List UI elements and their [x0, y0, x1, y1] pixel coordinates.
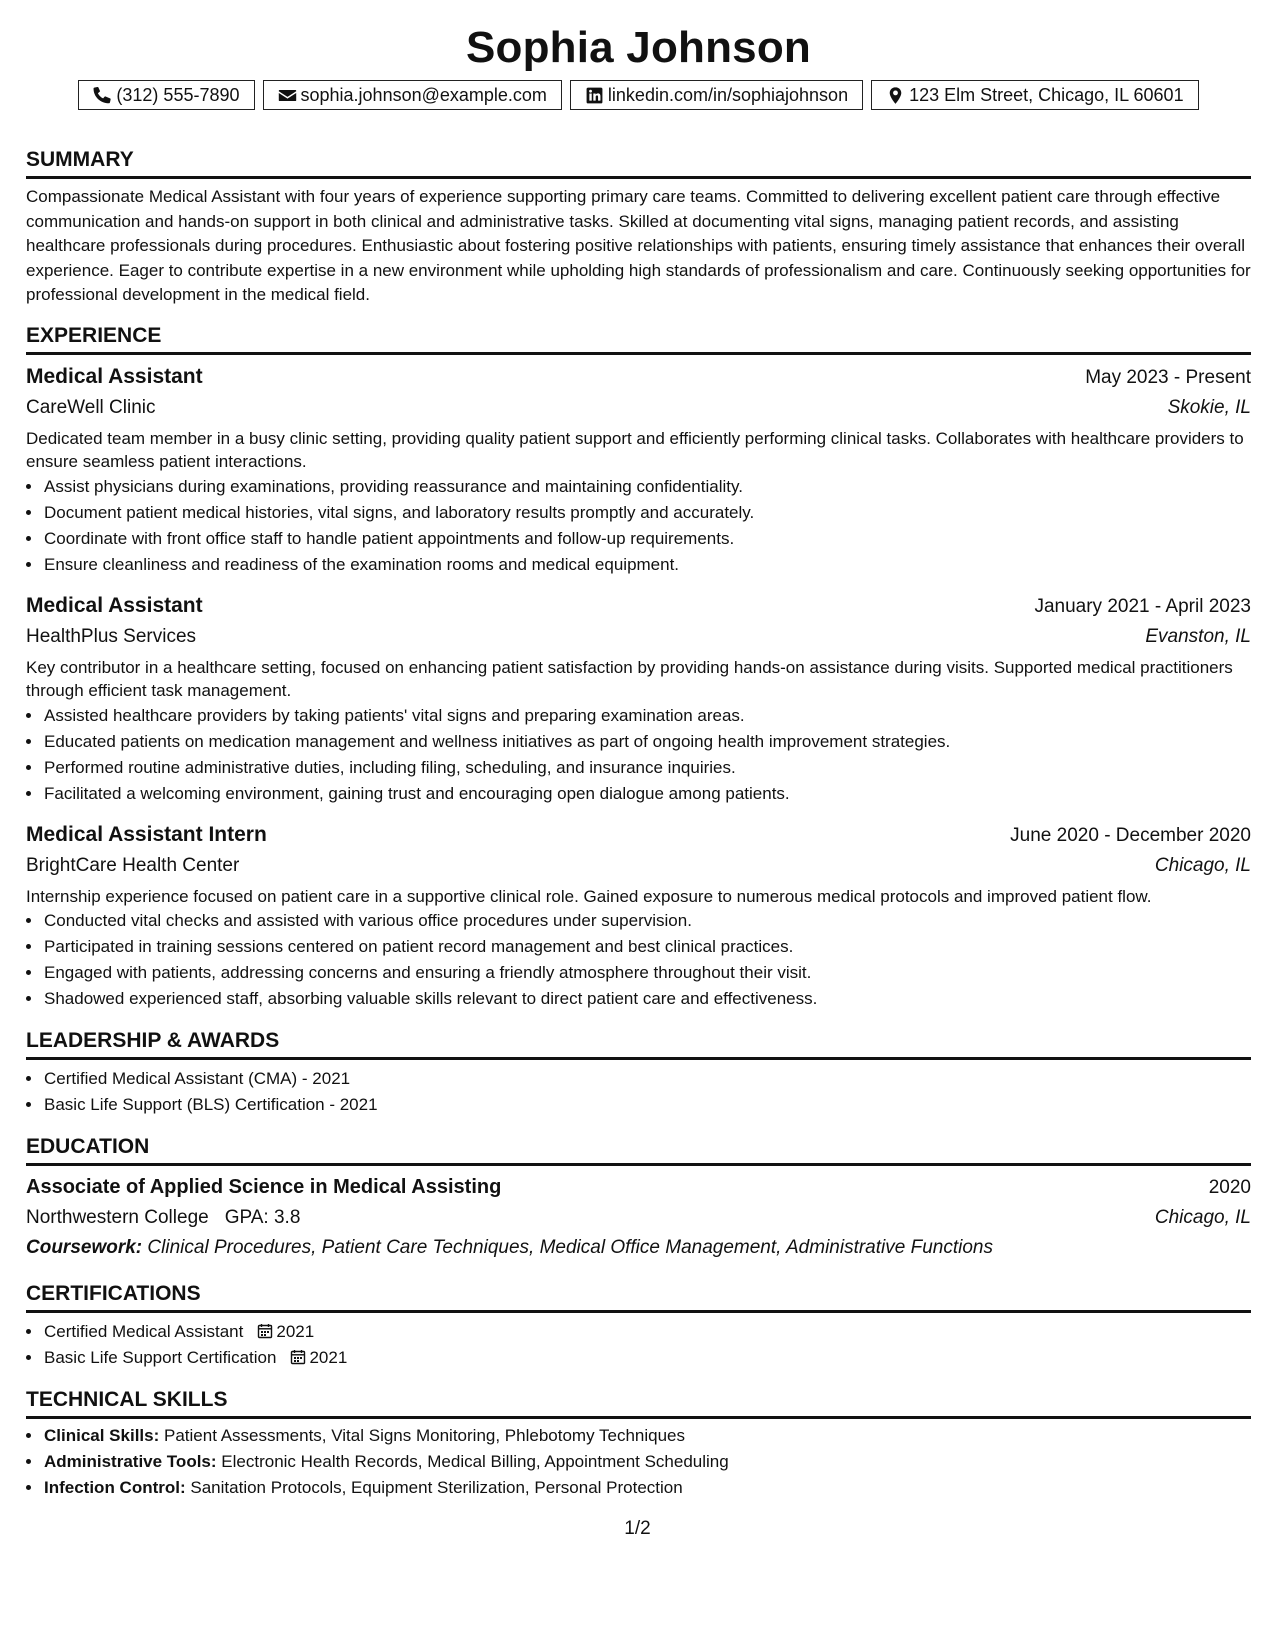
list-item: • Basic Life Support (BLS) Certification - 2021 — [43, 1092, 1251, 1118]
skill-value: Patient Assessments, Vital Signs Monitoring, Phlebotomy Techniques — [164, 1426, 685, 1445]
list-item: • Ensure cleanliness and readiness of the examination rooms and medical equipment. — [43, 552, 1251, 578]
job-title: Medical Assistant Intern — [26, 822, 267, 846]
certifications-section — [26, 1281, 1251, 1371]
contact-linkedin[interactable] — [570, 80, 863, 110]
certification-year: 2021 — [309, 1348, 348, 1367]
leadership-list — [26, 1066, 1251, 1118]
skills-section — [26, 1387, 1251, 1501]
calendar-icon — [257, 1321, 273, 1337]
leadership-section — [26, 1028, 1251, 1118]
phone-icon — [93, 86, 112, 105]
certification-name: Basic Life Support Certification — [44, 1348, 277, 1367]
job-location: Evanston, IL — [1145, 625, 1251, 647]
job-bullets — [26, 703, 1251, 807]
contact-address — [871, 80, 1199, 110]
experience-section — [26, 323, 1251, 1013]
list-item: • Assist physicians during examinations, providing reassurance and maintaining confidentiality. — [43, 474, 1251, 500]
gpa-value: GPA: 3.8 — [224, 1207, 301, 1228]
address-text: 123 Elm Street, Chicago, IL 60601 — [909, 84, 1184, 105]
school-location: Chicago, IL — [1154, 1207, 1251, 1228]
job-employer: HealthPlus Services — [26, 625, 197, 647]
list-item — [43, 1345, 1251, 1371]
job-employer: CareWell Clinic — [26, 396, 156, 418]
job-entry — [26, 361, 1251, 578]
education-entry — [26, 1172, 1251, 1263]
certifications-heading: CERTIFICATIONS — [26, 1281, 1251, 1313]
job-bullets — [26, 474, 1251, 578]
list-item — [43, 1319, 1251, 1345]
job-description: Internship experience focused on patient care in a supportive clinical role. Gained exposure to numerous medical protocols and improved patient flow. — [26, 886, 1152, 906]
job-bullets — [26, 908, 1251, 1012]
job-dates: May 2023 - Present — [1085, 366, 1251, 388]
skill-label: Infection Control: — [44, 1478, 186, 1497]
summary-text: Compassionate Medical Assistant with four years of experience supporting primary care teams. Committed to delivering excellent patient care through effective communication and hands-on support in both clinical and administrative tasks. Skilled at documenting vital signs, managing patient records, and assisting healthcare professionals during procedures. Enthusiastic about fostering positive relationships with patients, ensuring timely assistance that enhances their overall experience. Eager to contribute expertise in a new environment while upholding high standards of professionalism and care. Continuously seeking opportunities for professional development in the medical field. — [26, 187, 1251, 304]
envelope-icon — [278, 86, 297, 105]
skills-list — [26, 1423, 1251, 1501]
resume-page — [26, 22, 1251, 1501]
school-line — [26, 1203, 300, 1233]
education-section — [26, 1134, 1251, 1263]
skills-heading: TECHNICAL SKILLS — [26, 1387, 1251, 1419]
skill-value: Electronic Health Records, Medical Billing, Appointment Scheduling — [221, 1452, 729, 1471]
list-item — [43, 1449, 1251, 1475]
job-dates: January 2021 - April 2023 — [1034, 595, 1251, 617]
job-location: Chicago, IL — [1154, 854, 1251, 876]
list-item: • Document patient medical histories, vital signs, and laboratory results promptly and accurately. — [43, 500, 1251, 526]
job-employer: BrightCare Health Center — [26, 854, 240, 876]
list-item: • Educated patients on medication management and wellness initiatives as part of ongoing health improvement strategies. — [43, 729, 1251, 755]
coursework-label: Coursework: — [26, 1237, 143, 1258]
list-item: • Conducted vital checks and assisted with various office procedures under supervision. — [43, 908, 1251, 934]
candidate-name: Sophia Johnson — [465, 23, 812, 72]
job-dates: June 2020 - December 2020 — [1010, 824, 1251, 846]
calendar-icon — [290, 1347, 306, 1363]
list-item: • Coordinate with front office staff to handle patient appointments and follow-up requirements. — [43, 526, 1251, 552]
linkedin-icon — [585, 86, 604, 105]
certification-year: 2021 — [276, 1322, 315, 1341]
school-name: Northwestern College — [26, 1207, 209, 1228]
certifications-list — [26, 1319, 1251, 1371]
skill-label: Administrative Tools: — [44, 1452, 217, 1471]
phone-text: (312) 555-7890 — [116, 84, 240, 105]
linkedin-link[interactable]: linkedin.com/in/sophiajohnson — [607, 84, 849, 105]
graduation-year: 2020 — [1208, 1177, 1251, 1198]
leadership-heading: LEADERSHIP & AWARDS — [26, 1028, 1251, 1060]
skill-value: Sanitation Protocols, Equipment Sterilization, Personal Protection — [190, 1478, 683, 1497]
job-description: Key contributor in a healthcare setting, focused on enhancing patient satisfaction by providing hands-on assistance during visits. Supported medical practitioners through efficient task management. — [26, 657, 1233, 700]
map-marker-icon — [886, 86, 905, 105]
list-item: • Performed routine administrative duties, including filing, scheduling, and insurance inquiries. — [43, 755, 1251, 781]
list-item: • Facilitated a welcoming environment, gaining trust and encouraging open dialogue among patients. — [43, 781, 1251, 807]
job-entry — [26, 819, 1251, 1013]
list-item — [43, 1423, 1251, 1449]
contact-bar — [26, 80, 1251, 110]
summary-section — [26, 147, 1251, 308]
coursework-list: Clinical Procedures, Patient Care Techniques, Medical Office Management, Administrative Functions — [147, 1237, 993, 1258]
list-item: • Certified Medical Assistant (CMA) - 2021 — [43, 1066, 1251, 1092]
contact-email[interactable] — [263, 80, 562, 110]
email-link[interactable]: sophia.johnson@example.com — [300, 84, 547, 105]
job-title: Medical Assistant — [26, 364, 203, 388]
job-description: Dedicated team member in a busy clinic setting, providing quality patient support and efficiently performing clinical tasks. Collaborates with healthcare providers to ensure seamless patient interactions. — [26, 428, 1244, 471]
list-item — [43, 1475, 1251, 1501]
certification-name: Certified Medical Assistant — [44, 1322, 244, 1341]
list-item: • Assisted healthcare providers by taking patients' vital signs and preparing examination areas. — [43, 703, 1251, 729]
job-location: Skokie, IL — [1167, 396, 1251, 418]
summary-heading: SUMMARY — [26, 147, 1251, 179]
education-heading: EDUCATION — [26, 1134, 1251, 1166]
contact-phone — [78, 80, 254, 110]
coursework-line — [26, 1233, 1251, 1263]
list-item: • Engaged with patients, addressing concerns and ensuring a friendly atmosphere throughout their visit. — [43, 960, 1251, 986]
list-item: • Shadowed experienced staff, absorbing valuable skills relevant to direct patient care and effectiveness. — [43, 986, 1251, 1012]
skill-label: Clinical Skills: — [44, 1426, 160, 1445]
degree-title: Associate of Applied Science in Medical Assisting — [26, 1176, 502, 1198]
list-item: • Participated in training sessions centered on patient record management and best clinical practices. — [43, 934, 1251, 960]
page-number: 1/2 — [624, 1518, 651, 1539]
experience-heading: EXPERIENCE — [26, 323, 1251, 355]
job-title: Medical Assistant — [26, 593, 203, 617]
job-entry — [26, 590, 1251, 807]
